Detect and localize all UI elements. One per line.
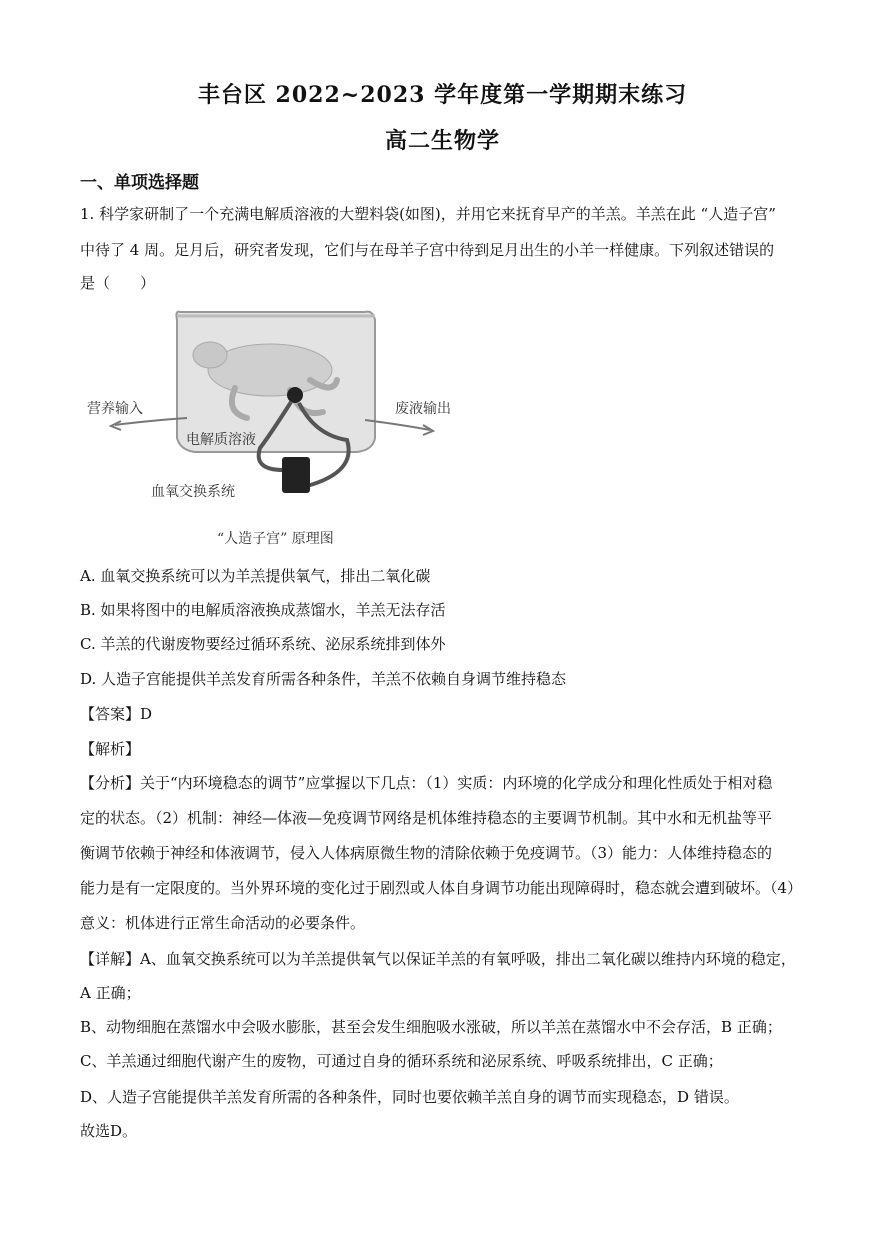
option-b: B. 如果将图中的电解质溶液换成蒸馏水，羊羔无法存活 — [80, 601, 446, 619]
lamb-head-shape — [193, 342, 227, 368]
question-line: 1. 科学家研制了一个充满电解质溶液的大塑料袋(如图)，并用它来抚育早产的羊羔。羊羔在此 “人造子宫” — [80, 205, 776, 223]
answer-text: 【答案】D — [80, 705, 153, 723]
analysis-line: 定的状态。（2）机制：神经—体液—免疫调节网络是机体维持稳态的主要调节机制。其中水和无机盐等平 — [80, 809, 773, 827]
artificial-womb-figure — [85, 300, 451, 550]
page-title: 丰台区 2022~2023 学年度第一学期期末练习 — [197, 82, 688, 108]
detail-line: C、羊羔通过细胞代谢产生的废物，可通过自身的循环系统和泌尿系统、呼吸系统排出，C 正确； — [80, 1052, 723, 1070]
section-heading: 一、单项选择题 — [80, 173, 199, 193]
question-line: 中待了 4 周。足月后，研究者发现，它们与在母羊子宫中待到足月出生的小羊一样健康。下列叙述错误的 — [80, 241, 775, 259]
detail-line: D、人造子宫能提供羊羔发育所需的各种条件，同时也要依赖羊羔自身的调节而实现稳态，D 错误。 — [80, 1088, 739, 1106]
option-c: C. 羊羔的代谢废物要经过循环系统、泌尿系统排到体外 — [80, 635, 446, 653]
option-d: D. 人造子宫能提供羊羔发育所需各种条件，羊羔不依赖自身调节维持稳态 — [80, 670, 567, 688]
analysis-line: 意义：机体进行正常生命活动的必要条件。 — [80, 914, 366, 932]
option-a: A. 血氧交换系统可以为羊羔提供氧气，排出二氧化碳 — [80, 567, 431, 585]
label-oxygen-exchange: 血氧交换系统 — [151, 484, 235, 500]
detail-line: B、动物细胞在蒸馏水中会吸水膨胀，甚至会发生细胞吸水涨破，所以羊羔在蒸馏水中不会存活，B 正确； — [80, 1018, 782, 1036]
detail-line: 故选D。 — [80, 1122, 138, 1140]
analysis-line: 【分析】关于“内环境稳态的调节”应掌握以下几点：（1）实质：内环境的化学成分和理化性质处于相对稳 — [80, 774, 773, 792]
label-waste-output: 废液输出 — [395, 401, 451, 417]
analysis-line: 衡调节依赖于神经和体液调节，侵入人体病原微生物的清除依赖于免疫调节。（3）能力：人体维持稳态的 — [80, 844, 773, 862]
analysis-line: 能力是有一定限度的。当外界环境的变化过于剧烈或人体自身调节功能出现障碍时，稳态就会遭到破坏。（4） — [80, 879, 803, 897]
page-subtitle: 高二生物学 — [384, 128, 500, 154]
label-electrolyte-solution: 电解质溶液 — [186, 432, 256, 448]
analysis-heading: 【解析】 — [80, 740, 141, 758]
umbilical-connector-shape — [287, 387, 303, 403]
label-nutrient-input: 营养输入 — [87, 401, 143, 417]
figure-caption: “人造子宫” 原理图 — [217, 531, 334, 547]
oxygen-exchange-device-shape — [282, 457, 310, 493]
question-line: 是（ ） — [80, 274, 156, 292]
detail-line: 【详解】A、血氧交换系统可以为羊羔提供氧气以保证羊羔的有氧呼吸，排出二氧化碳以维持内环境的稳定， — [80, 950, 796, 968]
detail-line: A 正确； — [80, 984, 141, 1002]
